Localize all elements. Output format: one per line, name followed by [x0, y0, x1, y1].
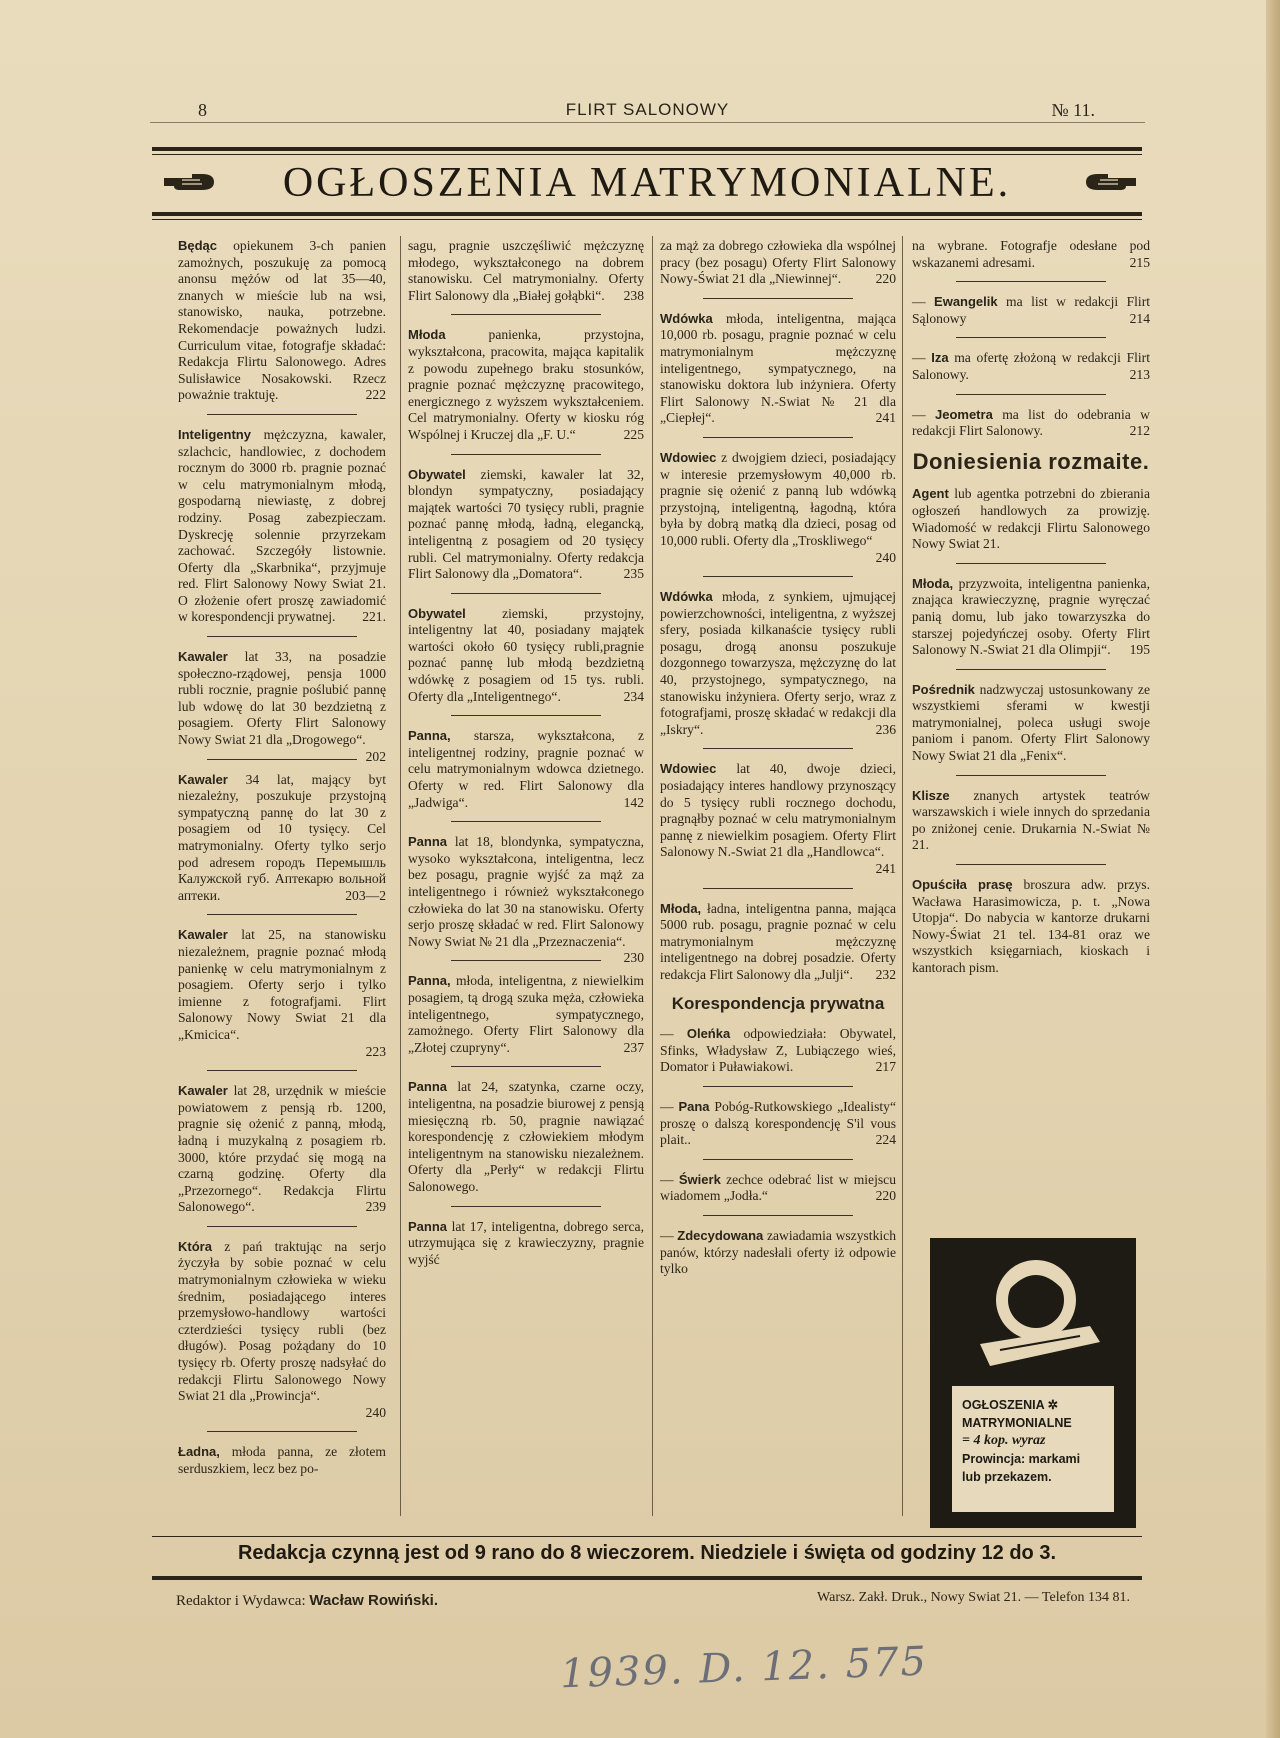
classified-ad: za mąż za dobrego człowieka dla wspólnej pracy (bez posagu) Oferty Flirt Salonowy Nowy-Świat 21 dla „Niewinnej“. 220 [660, 238, 896, 299]
rule-bottom [152, 1536, 1142, 1537]
rule-top-thin [152, 154, 1142, 155]
ad-box [930, 1238, 1136, 1528]
classified-ad: Wdowiec lat 40, dwoje dzieci, posiadający interes handlowy przynoszący do 5 tysięcy rubli rocznego dochodu, pragnąłby poznać w celu matrymonialnym pannę z niewielkim posagiem. Oferty Flirt Salonowy N.-Swiat 21 dla „Handlowca“. 241 [660, 761, 896, 888]
correspondence-item: — Zdecydowana zawiadamia wszystkich panów, którzy nadesłali oferty iż odpowie tylko [660, 1227, 896, 1277]
office-hours: Redakcja czynną jest od 9 rano do 8 wieczorem. Niedziele i święta od godziny 12 do 3. [237, 1542, 1057, 1564]
rule-mid-thin [152, 219, 1142, 220]
classified-ad: Wdówka młoda, z synkiem, ujmującej powierzchowności, inteligentna, z wyższej sfery, posiada kilkanaście tysięcy rubli posagu, drogą anonsu poszukuje dozgonnego towarzysza, mężczyznę do lat 40, przystojnego, sympatycznego, na stanowisku inżyniera. Oferty serjo, wraz z fotografjami, proszę składać w redakcji dla „Iskry“. 236 [660, 589, 896, 749]
classified-ad: Kawaler lat 28, urzędnik w mieście powiatowem z pensją rb. 1200, pragnie się ożenić z panną, młodą, ładną i muzykalną z posagiem rb. 3000, które przydać się mogą na czarną godzinę. Oferty dla „Przezornego“. Redakcja Flirtu Salonowego“. 239 [178, 1083, 386, 1227]
correspondence-item: — Pana Pobóg-Rutkowskiego „Idealisty“ proszę o dalszą korespondencję S'il vous plait.. 224 [660, 1099, 896, 1160]
misc-heading: Doniesienia rozmaite. [912, 448, 1150, 474]
ad-card: OGŁOSZENIA ✲ MATRYMONIALNE = 4 kop. wyraz Prowincja: markami lub przekazem. [950, 1384, 1116, 1514]
column-divider [652, 236, 653, 1516]
classified-ad: sagu, pragnie uszczęśliwić mężczyznę młodego, wykształconego na dobrem stanowisku. Cel matrymonialny. Oferty Flirt Salonowy dla „Białej gołąbki“. 238 [408, 238, 644, 315]
classified-ad: Obywatel ziemski, przystojny, inteligentny lat 40, posiadany majątek wartości około 60 tysięcy rubli,pragnie poznać pannę lub młodą bezdzietną wdówkę z posagiem od 15 tys. rubli. Oferty dla „Inteligentnego“. 234 [408, 606, 644, 717]
classified-ad: Panna lat 18, blondynka, sympatyczna, wysoko wykształcona, inteligentna, lecz bez posagu, pragnie wyjść za mąż za inteligentnego i również wykształconego człowieka do lat 30 na stanowisku. Oferty serjo proszę składać w red. Flirt Salonowy Nowy Swiat № 21 dla „Przeznaczenia“. 230 [408, 834, 644, 966]
classified-ad: Młoda, ładna, inteligentna panna, mająca 5000 rub. posagu, pragnie poznać w celu matrymonialnym mężczyznę inteligentnego na dobrej posadzie. Oferty redakcja Flirt Salonowy dla „Julji“. 232 [660, 900, 896, 982]
correspondence-item: — Świerk zechce odebrać list w miejscu wiadomem „Jodła.“ 220 [660, 1172, 896, 1216]
column-1 [178, 238, 386, 1490]
column-divider [902, 236, 903, 1516]
classified-ad: Panna lat 24, szatynka, czarne oczy, inteligentna, na posadzie biurowej z pensją miesięczną rb. 50, pragnie nawiązać korespondencję z człowiekiem młodym inteligentnym na stanowisku niezależnem. Oferty dla „Perły“ w redakcji Flirtu Salonowego. [408, 1079, 644, 1206]
correspondence-heading: Korespondencja prywatna [671, 993, 885, 1013]
misc-item: Młoda, przyzwoita, inteligentna panienka, znająca krawieczyznę, pragnie wyręczać panią domu, lub jako towarzyszka do starszej pojedyńczej osoby. Oferty Flirt Salonowy N.-Swiat 21 dla Olimpji“. 195 [912, 576, 1150, 670]
classified-ad: Kawaler lat 25, na stanowisku niezależnem, pragnie poznać młodą panienkę w celu matrymonialnym z posagiem. Oferty serjo i tylko imienne z fotografjami. Flirt Salonowy Nowy Swiat 21 dla „Kmicica“. 223 [178, 927, 386, 1071]
column-2 [408, 238, 644, 1280]
misc-item: Pośrednik nadzwyczaj ustosunkowany ze wszystkiemi sferami w kwestji matrymonialnej, poleca usługi swoje paniom i panom. Oferty Flirt Salonowy Nowy Swiat 21 dla „Fenix“. [912, 682, 1150, 776]
classified-ad: Panna lat 17, inteligentna, dobrego serca, utrzymująca się z krawieczyzny, pragnie wyjść [408, 1218, 644, 1267]
classified-ad: Będąc opiekunem 3-ch panien zamożnych, poszukuję za pomocą anonsu mężów od lat 35—40, znanych w mieście lub na wsi, stanowisko, nauka, potrzebne. Rekomendacje poważnych ludzi. Curriculum vitae, fotografje składać: Redakcja Flirtu Salonowego. Adres Sulisławice Nosakowski. Rzecz poważnie traktuję. 222 [178, 238, 386, 415]
archive-handwriting: 1939. D. 12. 575 [559, 1638, 929, 1698]
misc-item: Klisze znanych artystek teatrów warszawskich i wiele innych do sprzedania po zniżonej cenie. Drukarnia N.-Swiat № 21. [912, 788, 1150, 865]
classified-ad: Obywatel ziemski, kawaler lat 32, blondyn sympatyczny, posiadający majątek wartości 70 tysięcy rubli, pragnie poznać pannę młodą, ładną, elegancką, inteligentną z posagiem od 20 tysięcy rubli. Cel matrymonialny. Oferty redakcja Flirt Salonowy dla „Domatora“. 235 [408, 467, 644, 594]
column-4 [912, 238, 1150, 989]
issue-number: № 11. [1051, 100, 1095, 120]
classified-ad: Panna, młoda, inteligentna, z niewielkim posagiem, tą drogą szuka męża, człowieka inteligentnego, sympatycznego, zamożnego. Oferty Flirt Salonowy dla „Złotej czupryny“. 237 [408, 973, 644, 1067]
page-number: 8 [198, 100, 207, 120]
rule-top [152, 147, 1142, 151]
rule-mid [152, 212, 1142, 216]
classified-ad: Wdowiec z dwojgiem dzieci, posiadający w interesie przemysłowym 40,000 rb. pragnie się ożenić z panną lub wdówką przystojną, inteligentną, łagodną, która była by dobrą matką dla dzieci, posag od 10,000 rubli. Oferty dla „Troskliwego“ 240 [660, 450, 896, 577]
misc-item: Opuściła prasę broszura adw. przys. Wacława Harasimowicza, p. t. „Nowa Utopja“. Do nabycia w kantorze drukarni Nowy-Świat 21 tel. 134-81 oraz we wszystkich księgarniach, kioskach i kantorach pism. [912, 877, 1150, 975]
misc-item: Agent lub agentka potrzebni do zbierania ogłoszeń handlowych za prowizję. Wiadomość w redakcji Flirtu Salonowego Nowy Swiat 21. [912, 486, 1150, 563]
column-divider [400, 236, 401, 1516]
correspondence-item: na wybrane. Fotografje odesłane pod wskazanemi adresami. 215 [912, 238, 1150, 282]
pointing-hand-right-icon [1084, 168, 1138, 196]
cherub-illustration-icon [940, 1248, 1126, 1378]
editor-credit: Redaktor i Wydawca: Wacław Rowiński. [176, 1592, 439, 1609]
classified-ad: Wdówka młoda, inteligentna, mająca 10,000 rb. posagu, pragnie poznać w celu matrymonialnym mężczyznę inteligentnego, sympatycznego, na stanowisku doktora lub inżyniera. Oferty Flirt Salonowy N.-Swiat № 21 dla „Ciepłej“. 241 [660, 311, 896, 438]
classified-ad: Młoda panienka, przystojna, wykształcona, pracowita, mająca kapitalik z powodu zupełnego braku stosunków, pragnie poznać mężczyznę pracowitego, energicznego z wyższem wykształceniem. Cel matrymonialny. Oferty w kiosku róg Wspólnej i Kruczej dla „F. U.“ 225 [408, 327, 644, 454]
classified-ad: Ładna, młoda panna, ze złotem serduszkiem, lecz bez po- [178, 1444, 386, 1476]
correspondence-item: — Jeometra ma list do odebrania w redakcji Flirt Salonowy. 212 [912, 406, 1150, 439]
publication-title: FLIRT SALONOWY [565, 100, 730, 119]
correspondence-item: — Oleńka odpowiedziała: Obywatel, Sfinks, Władysław Z, Lubiączego wieś, Domator i Puławiakowi. 217 [660, 1026, 896, 1087]
classified-ad: Która z pań traktując na serjo życzyła by sobie poznać w celu matrymonialnym człowieka w wieku średnim, posiadającego interes przemysłowo-handlowy wartości czterdzieści tysięcy rubli (bez długów). Posag pożądany do 10 tysięcy rb. Oferty proszę nadsyłać do redakcji Flirtu Salonowego Nowy Swiat 21 dla „Prowincja“. 240 [178, 1239, 386, 1433]
classified-ad: Panna, starsza, wykształcona, z inteligentnej rodziny, pragnie poznać w celu matrymonialnym wdowca dzietnego. Oferty w red. Flirt Salonowy dla „Jadwiga“. 142 [408, 728, 644, 822]
rule-footer [152, 1576, 1142, 1580]
classified-ad: Kawaler lat 33, na posadzie społeczno-rządowej, pensja 1000 rubli rocznie, pragnie poślubić pannę lub wdowę do lat 30 bezdzietną z posagiem. Oferty Flirt Salonowy Nowy Swiat 21 dla „Drogowego“. 202 [178, 649, 386, 764]
correspondence-item: — Iza ma ofertę złożoną w redakcji Flirt Salonowy. 213 [912, 350, 1150, 394]
correspondence-item: — Ewangelik ma list w redakcji Flirt Sąlonowy 214 [912, 294, 1150, 338]
classified-ad: Kawaler 34 lat, mający byt niezależny, poszukuje przystojną sympatyczną pannę do lat 30 z posagiem od 10 tysięcy. Cel matrymonialny. Oferty tylko serjo pod adresem городъ Перемышль Калужской губ. Аптекарю вольной аптеки. 203—2 [178, 772, 386, 916]
classified-ad: Inteligentny mężczyzna, kawaler, szlachcic, handlowiec, z dochodem rocznym do 3000 rb. pragnie poznać w celu matrymonialnym młodą, gospodarną niewiastę, z dobrej rodziny. Posag zabezpieczam. Dyskrecję solennie przyrzekam zachować. Szczegóły listownie. Oferty dla „Skarbnika“, przyjmuje red. Flirt Salonowy Nowy Swiat 21. O złożenie ofert proszę zawiadomić w korespondencji prywatnej. 221. [178, 427, 386, 637]
printer-credit: Warsz. Zakł. Druk., Nowy Swiat 21. — Telefon 134 81. [817, 1590, 1130, 1605]
section-title: OGŁOSZENIA MATRYMONIALNE. [282, 160, 1012, 206]
page-edge [1266, 0, 1280, 1738]
running-header [150, 96, 1145, 123]
column-3 [660, 238, 896, 1290]
